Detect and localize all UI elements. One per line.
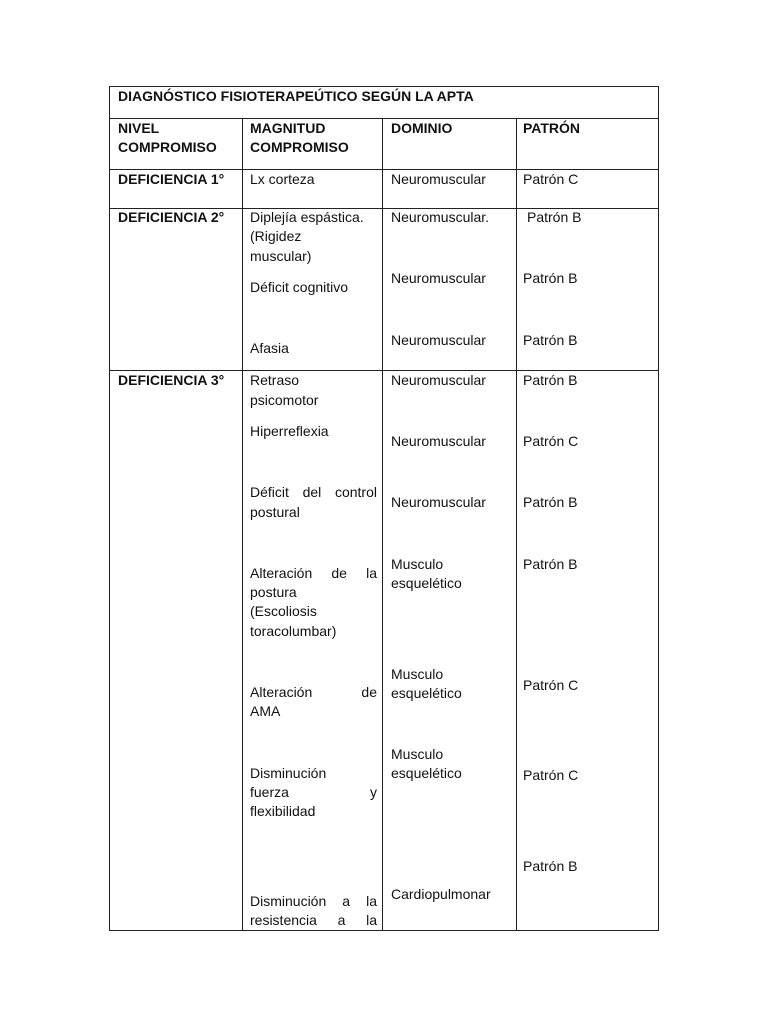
def1-dominio: Neuromuscular	[391, 171, 486, 187]
def3-dominio-6-line2: esquelético	[391, 765, 462, 781]
column-divider	[516, 118, 517, 931]
column-divider	[382, 118, 383, 931]
def3-magnitud-7-line2: resistencia a la	[250, 912, 377, 928]
def2-patron-3: Patrón B	[523, 332, 578, 348]
header-magnitud-line2: COMPROMISO	[250, 139, 349, 155]
def3-patron-4: Patrón B	[523, 556, 578, 572]
def3-magnitud-4-line2: postura	[250, 584, 297, 600]
header-patron: PATRÓN	[523, 120, 581, 136]
def3-dominio-7: Cardiopulmonar	[391, 886, 491, 902]
def3-dominio-1: Neuromuscular	[391, 372, 486, 388]
column-divider	[242, 118, 243, 931]
header-dominio: DOMINIO	[391, 120, 453, 136]
table-title: DIAGNÓSTICO FISIOTERAPEÚTICO SEGÚN LA APTA	[118, 88, 474, 104]
def3-magnitud-4-line3: (Escoliosis	[250, 603, 317, 619]
def3-patron-3: Patrón B	[523, 494, 578, 510]
def2-dominio-2: Neuromuscular	[391, 270, 486, 286]
def3-dominio-6-line1: Musculo	[391, 746, 444, 762]
def3-magnitud-5-line2: AMA	[250, 703, 281, 719]
def3-dominio-3: Neuromuscular	[391, 494, 486, 510]
header-magnitud-line1: MAGNITUD	[250, 120, 326, 136]
def3-nivel: DEFICIENCIA 3°	[118, 372, 225, 388]
header-nivel-line1: NIVEL	[118, 120, 160, 136]
def3-magnitud-5-line1: Alteración de	[250, 684, 377, 700]
def1-magnitud: Lx corteza	[250, 171, 315, 187]
def2-dominio-1: Neuromuscular.	[391, 209, 490, 225]
def2-magnitud-3: Afasia	[250, 340, 289, 356]
def2-patron-2: Patrón B	[523, 270, 578, 286]
def3-magnitud-1-line1: Retraso	[250, 372, 300, 388]
def3-dominio-2: Neuromuscular	[391, 433, 486, 449]
def2-nivel: DEFICIENCIA 2°	[118, 209, 225, 225]
def2-patron-1: Patrón B	[527, 209, 582, 225]
def3-magnitud-1-line2: psicomotor	[250, 392, 319, 408]
def3-magnitud-3-line2: postural	[250, 504, 300, 520]
def1-patron: Patrón C	[523, 171, 579, 187]
def3-magnitud-7-line1: Disminución a la	[250, 893, 377, 909]
def3-magnitud-6-line1: Disminución	[250, 765, 327, 781]
def3-patron-5: Patrón C	[523, 677, 579, 693]
def3-magnitud-6-line3: flexibilidad	[250, 803, 316, 819]
def3-patron-2: Patrón C	[523, 433, 579, 449]
def3-magnitud-3-line1: Déficit del control	[250, 484, 377, 500]
def3-magnitud-2: Hiperreflexia	[250, 423, 329, 439]
def3-magnitud-4-line4: toracolumbar)	[250, 623, 337, 639]
def2-dominio-3: Neuromuscular	[391, 332, 486, 348]
def3-dominio-5-line1: Musculo	[391, 666, 444, 682]
def2-magnitud-1-line3: muscular)	[250, 248, 312, 264]
def3-magnitud-4-line1: Alteración de la	[250, 565, 377, 581]
diagnosis-table	[109, 86, 659, 931]
def1-nivel: DEFICIENCIA 1°	[118, 171, 225, 187]
def3-dominio-4-line1: Musculo	[391, 556, 444, 572]
def3-dominio-4-line2: esquelético	[391, 575, 462, 591]
def3-dominio-5-line2: esquelético	[391, 685, 462, 701]
def2-magnitud-2: Déficit cognitivo	[250, 279, 349, 295]
def3-patron-6: Patrón C	[523, 767, 579, 783]
def2-magnitud-1-line2: (Rigidez	[250, 228, 302, 244]
def3-magnitud-6-line2: fuerza y	[250, 784, 377, 800]
def3-patron-1: Patrón B	[523, 372, 578, 388]
def3-patron-7: Patrón B	[523, 858, 578, 874]
header-nivel-line2: COMPROMISO	[118, 139, 217, 155]
def2-magnitud-1-line1: Diplejía espástica.	[250, 209, 364, 225]
